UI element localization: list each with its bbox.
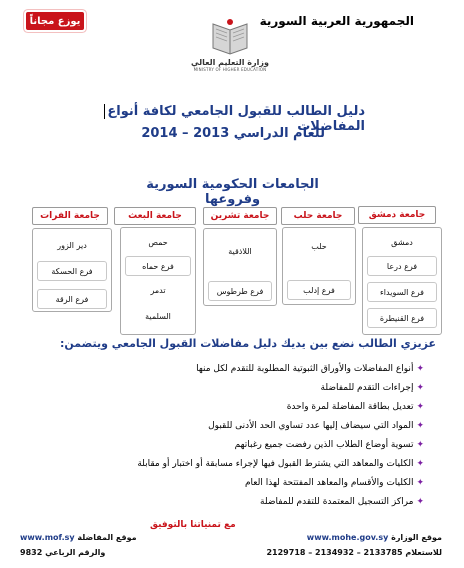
star-bullet-icon: ✦: [416, 364, 424, 374]
list-item: ✦ مراكز التسجيل المعتمدة للتقدم للمفاضلة: [260, 497, 424, 507]
branch-item: السلمية: [125, 306, 191, 326]
branch-item: اللاذقية: [208, 241, 272, 261]
branch-item: دمشق: [367, 232, 437, 252]
mof-site-link[interactable]: www.mof.sy: [20, 533, 75, 542]
branch-item: فرع حماه: [125, 256, 191, 276]
branch-item: فرع طرطوس: [208, 281, 272, 301]
academic-year: للعام الدراسي 2013 – 2014: [141, 126, 325, 141]
list-item: ✦ تعديل بطاقة المفاضلة لمرة واحدة: [286, 402, 424, 412]
mof-site-line: موقع المفاضلة www.mof.sy: [20, 533, 137, 542]
list-item: ✦ الكليات والمعاهد التي يشترط القبول فيها لإجراء مسابقة أو اختبار أو مقابلة: [137, 459, 424, 469]
list-item: ✦ الكليات والأقسام والمعاهد المفتتحة لهذا العام: [244, 478, 424, 488]
branch-item: فرع درعا: [367, 256, 437, 276]
list-item: ✦ أنواع المفاضلات والأوراق الثبوتية المطلوبة للتقدم لكل منها: [196, 364, 424, 374]
phone-numbers: 2129718 – 2134932 – 2133785: [266, 548, 403, 557]
star-bullet-icon: ✦: [416, 383, 424, 393]
university-header-tishreen: جامعة تشرين: [203, 207, 277, 225]
branch-item: فرع الحسكة: [37, 261, 107, 281]
branch-item: حلب: [287, 236, 351, 256]
universities-section-title: الجامعات الحكومية السورية وفروعها: [146, 177, 319, 207]
ministry-site-line: موقع الوزارة www.mohe.gov.sy: [306, 533, 442, 542]
branch-item: فرع القنيطرة: [367, 308, 437, 328]
star-bullet-icon: ✦: [416, 459, 424, 469]
book-logo-icon: [185, 16, 275, 58]
branch-item: دير الزور: [37, 235, 107, 255]
star-bullet-icon: ✦: [416, 440, 424, 450]
ministry-name-ar: وزارة التعليم العالي: [191, 58, 269, 67]
list-item: ✦ إجراءات التقدم للمفاضلة: [320, 383, 424, 393]
short-number: 9832: [20, 548, 43, 557]
university-column-furat: [32, 228, 112, 312]
republic-name: الجمهورية العربية السورية: [259, 14, 414, 28]
university-column-baath: [120, 227, 196, 335]
branch-item: فرع إدلب: [287, 280, 351, 300]
free-distribution-badge: يوزع مجاناً: [26, 12, 84, 30]
branch-item: فرع الرقة: [37, 289, 107, 309]
branch-item: حمص: [125, 232, 191, 252]
short-number-line: والرقم الرباعي 9832: [20, 548, 106, 557]
university-header-baath: جامعة البعث: [114, 207, 196, 225]
star-bullet-icon: ✦: [416, 478, 424, 488]
branch-item: فرع السويداء: [367, 282, 437, 302]
university-column-damascus: [362, 227, 442, 335]
university-column-aleppo: [282, 227, 356, 305]
good-luck-note: مع تمنياتنا بالتوفيق: [150, 520, 236, 530]
university-header-damascus: جامعة دمشق: [358, 206, 436, 224]
list-item: ✦ تسوية أوضاع الطلاب الذين رفضت جميع رغباتهم: [234, 440, 424, 450]
list-item: ✦ المواد التي سيضاف إليها عدد تساوي الحد الأدنى للقبول: [208, 421, 424, 431]
branch-item: تدمر: [125, 280, 191, 300]
star-bullet-icon: ✦: [416, 421, 424, 431]
star-bullet-icon: ✦: [416, 497, 424, 507]
university-header-furat: جامعة الفرات: [32, 207, 108, 225]
ministry-name-en: MINISTRY OF HIGHER EDUCATION: [193, 67, 267, 72]
university-column-tishreen: [203, 228, 277, 306]
contents-list: [137, 364, 424, 514]
inquiries-line: للاستعلام 2129718 – 2134932 – 2133785: [266, 548, 442, 557]
guide-title: دليل الطالب للقبول الجامعي لكافة أنواع المفاضلات: [100, 104, 365, 134]
ministry-site-link[interactable]: www.mohe.gov.sy: [306, 533, 389, 542]
university-header-aleppo: جامعة حلب: [281, 207, 355, 225]
intro-text: عزيزي الطالب نضع بين يديك دليل مفاضلات القبول الجامعي ويتضمن:: [59, 337, 436, 350]
star-bullet-icon: ✦: [416, 402, 424, 412]
